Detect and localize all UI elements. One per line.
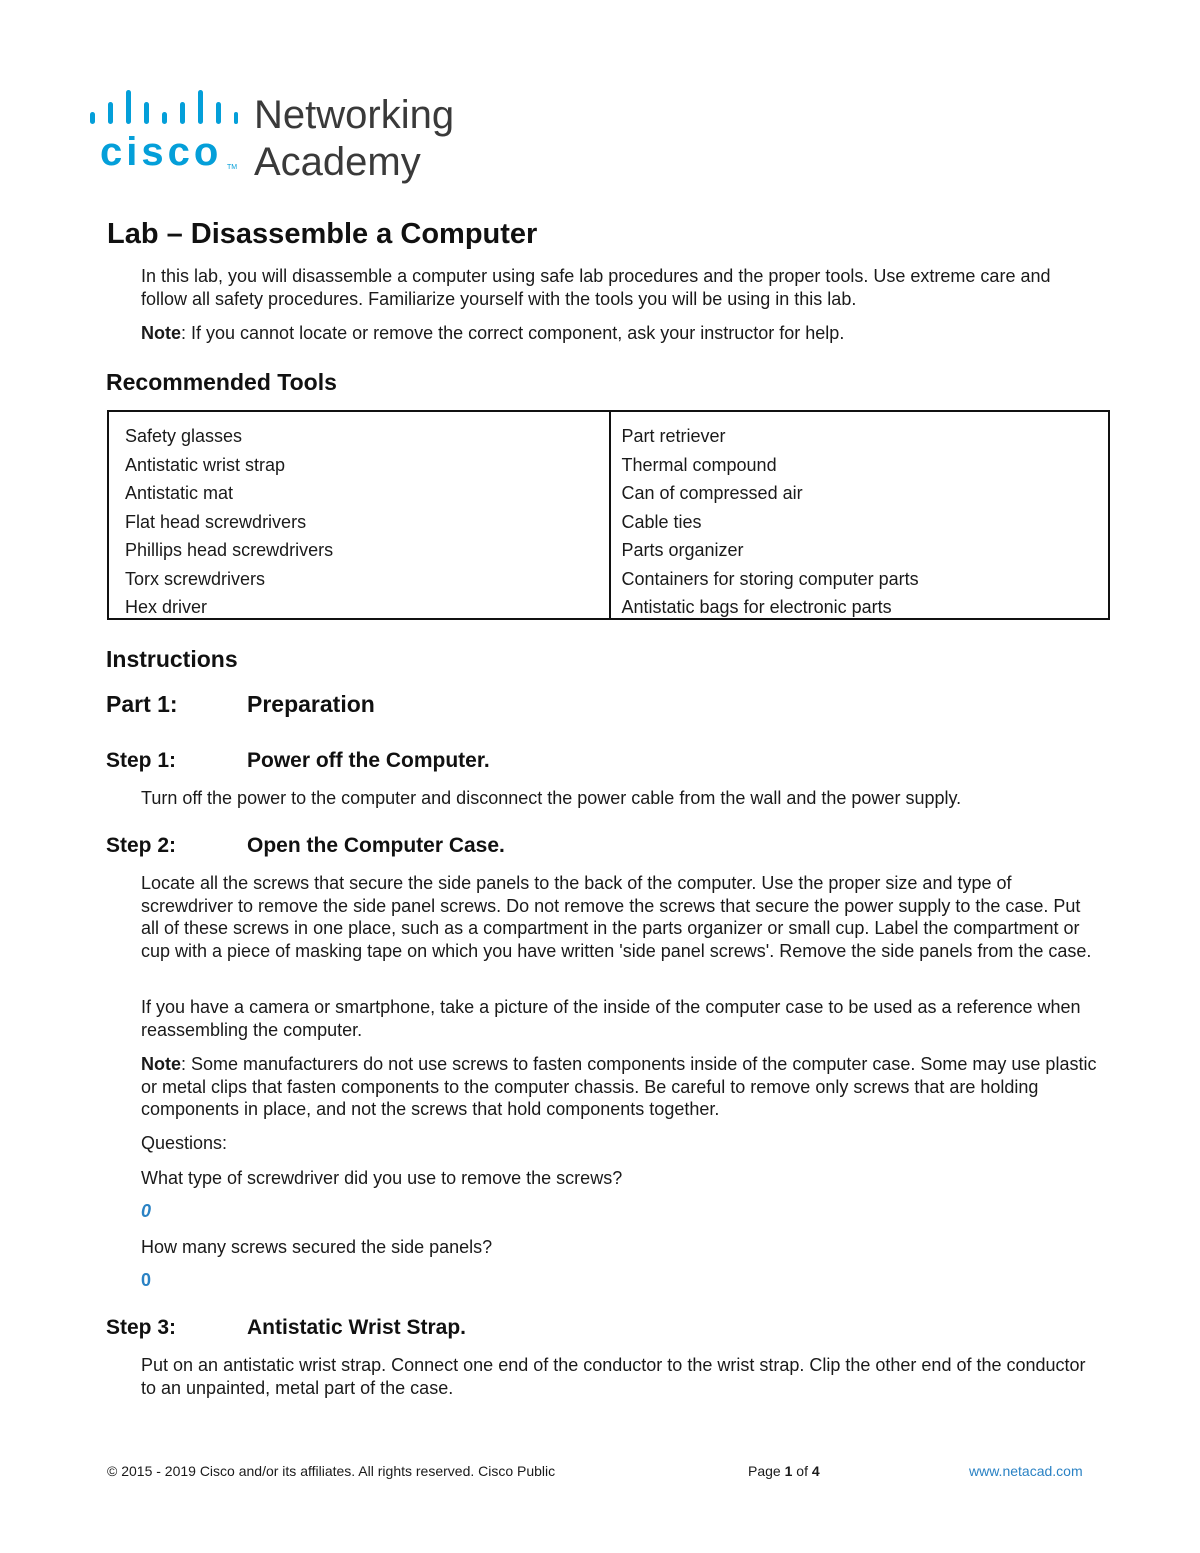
page-total: 4 [811, 1463, 820, 1479]
question-1: What type of screwdriver did you use to remove the screws? [141, 1168, 623, 1188]
cisco-networking-academy-logo [88, 86, 488, 186]
tool-item: Thermal compound [621, 454, 777, 475]
tool-item: Hex driver [125, 597, 208, 617]
step-1-heading [106, 749, 490, 773]
tools-column-left [109, 412, 609, 618]
tool-item: Can of compressed air [621, 483, 803, 503]
tool-item: Parts organizer [621, 540, 744, 560]
part-title: Preparation [247, 691, 375, 717]
page-current: 1 [784, 1463, 793, 1479]
step-number: Step 3: [106, 1316, 177, 1339]
step-3-heading [106, 1316, 466, 1340]
tool-item: Cable ties [621, 511, 702, 532]
questions-label: Questions: [141, 1133, 228, 1153]
tool-item: Safety glasses [125, 426, 243, 446]
logo-line-2: Academy [254, 140, 421, 184]
step-1-text: Turn off the power to the computer and disconnect the power cable from the wall and the power supply. [141, 788, 962, 808]
page-prefix: Page [748, 1463, 781, 1479]
logo-line-1: Networking [254, 93, 455, 137]
footer-page-number [748, 1463, 820, 1479]
academy-name [254, 92, 454, 186]
tools-column-right [609, 412, 1109, 618]
step-2-note [141, 1053, 1101, 1121]
answer-1[interactable]: 0 [141, 1201, 152, 1221]
footer-copyright: © 2015 - 2019 Cisco and/or its affiliates. All rights reserved. Cisco Public [107, 1463, 556, 1479]
step-title: Open the Computer Case. [247, 834, 505, 857]
part-1-heading [106, 691, 375, 718]
cisco-bars-icon [88, 86, 238, 130]
step-title: Power off the Computer. [247, 749, 490, 772]
step-2-paragraph-2: If you have a camera or smartphone, take a picture of the inside of the computer case to be used as a reference when reassembling the computer. [141, 997, 1081, 1040]
tool-item: Flat head screwdrivers [125, 511, 307, 532]
tools-table [107, 410, 1110, 620]
tool-item: Antistatic mat [125, 483, 234, 503]
page-title: Lab – Disassemble a Computer [107, 218, 538, 250]
cisco-wordmark: cisco [100, 130, 223, 174]
page-of: of [796, 1463, 808, 1479]
tool-item: Antistatic wrist strap [125, 454, 286, 475]
tool-item: Containers for storing computer parts [621, 568, 919, 589]
step-3-text: Put on an antistatic wrist strap. Connect one end of the conductor to the wrist strap. Clip the other end of the conductor to an unpainted, metal part of the case. [141, 1355, 1086, 1398]
tool-item: Torx screwdrivers [125, 568, 266, 589]
footer-website-link[interactable]: www.netacad.com [969, 1463, 1083, 1479]
note-label: Note [141, 1054, 181, 1074]
tool-item: Antistatic bags for electronic parts [621, 597, 892, 617]
answer-2[interactable]: 0 [141, 1270, 152, 1290]
step-2-heading [106, 834, 505, 858]
step-title: Antistatic Wrist Strap. [247, 1316, 466, 1339]
intro-paragraph: In this lab, you will disassemble a computer using safe lab procedures and the proper tools. Use extreme care and follow all safety procedures. Familiarize yourself with the tools you will be using in this lab. [141, 266, 1051, 309]
note-text: : If you cannot locate or remove the correct component, ask your instructor for help. [181, 323, 845, 343]
tool-item: Part retriever [621, 426, 726, 446]
note-text: : Some manufacturers do not use screws to fasten components inside of the computer case. Some may use plastic or metal clips that fasten components to the computer chassis. Be careful to remove only screws that are holding components in place, and not the screws that hold components together. [141, 1054, 1097, 1119]
trademark-mark: TM [227, 164, 238, 171]
tool-item: Phillips head screwdrivers [125, 540, 334, 560]
step-number: Step 1: [106, 749, 177, 772]
step-number: Step 2: [106, 834, 177, 857]
tools-heading: Recommended Tools [106, 369, 337, 395]
step-2-paragraph-1: Locate all the screws that secure the side panels to the back of the computer. Use the proper size and type of screwdriver to remove the side panel screws. Do not remove the screws that secure the power supply to the case. Put all of these screws in one place, such as a compartment in the parts organizer or small cup. Label the compartment or cup with a piece of masking tape on which you have written 'side panel screws'. Remove the side panels from the case. [141, 873, 1092, 961]
question-2: How many screws secured the side panels? [141, 1237, 493, 1257]
instructions-heading: Instructions [106, 646, 238, 672]
note-label: Note [141, 323, 181, 343]
part-number: Part 1: [106, 691, 178, 717]
intro-note [141, 322, 1101, 345]
